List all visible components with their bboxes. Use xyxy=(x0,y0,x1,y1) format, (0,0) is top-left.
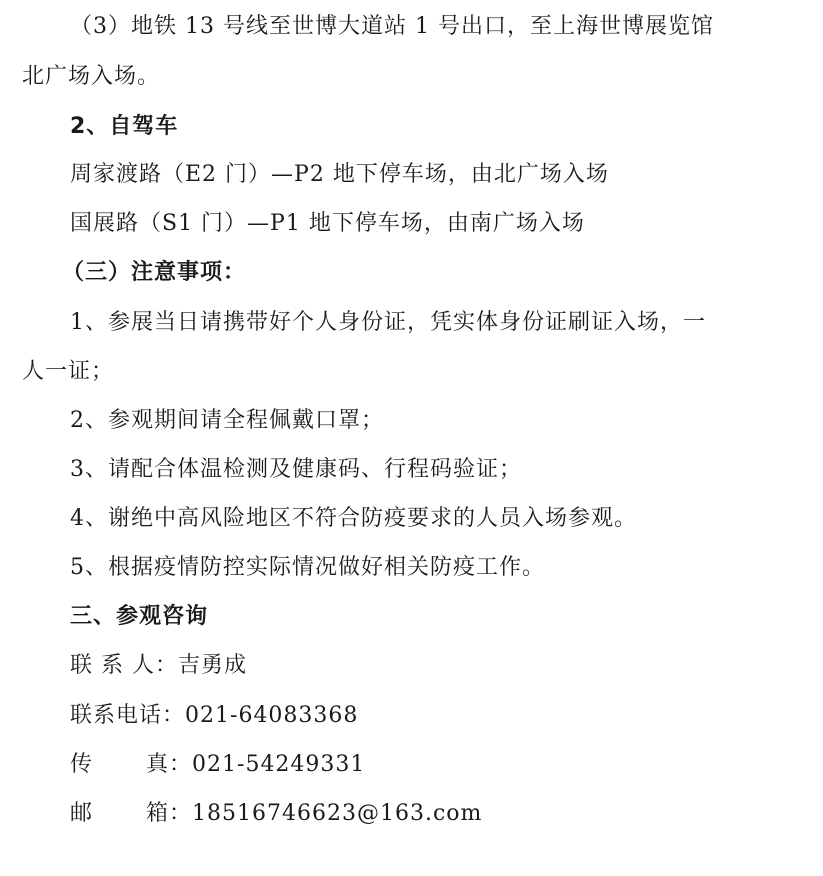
fax-label-first-char: 传 xyxy=(70,752,94,777)
self-drive-heading: 2、自驾车 xyxy=(70,114,179,139)
notes-item-1-line-1: 1、参展当日请携带好个人身份证，凭实体身份证刷证入场，一 xyxy=(70,310,706,335)
contact-person-value: 吉勇成 xyxy=(178,653,248,678)
email-label-second-char: 箱： xyxy=(146,801,193,826)
metro-item-line-1: （3）地铁 13 号线至世博大道站 1 号出口，至上海世博展览馆 xyxy=(70,14,714,39)
notes-item-2: 2、参观期间请全程佩戴口罩； xyxy=(70,408,384,433)
notes-item-5: 5、根据疫情防控实际情况做好相关防疫工作。 xyxy=(70,555,545,580)
email-label-first-char: 邮 xyxy=(70,801,94,826)
fax-value: 021-54249331 xyxy=(192,752,366,777)
notes-item-3: 3、请配合体温检测及健康码、行程码验证； xyxy=(70,457,522,482)
phone-row xyxy=(70,703,358,729)
notes-heading: （三）注意事项： xyxy=(62,260,247,285)
email-row xyxy=(70,801,482,827)
consult-heading: 三、参观咨询 xyxy=(70,604,209,629)
phone-value: 021-64083368 xyxy=(185,703,359,728)
fax-label-second-char: 真： xyxy=(146,752,193,777)
notes-item-4: 4、谢绝中高风险地区不符合防疫要求的人员入场参观。 xyxy=(70,506,637,531)
self-drive-route-2: 国展路（S1 门）—P1 地下停车场，由南广场入场 xyxy=(70,211,585,236)
contact-person-label: 联 系 人： xyxy=(70,653,178,678)
contact-person-row xyxy=(70,653,247,679)
self-drive-route-1: 周家渡路（E2 门）—P2 地下停车场，由北广场入场 xyxy=(70,162,609,187)
fax-row xyxy=(70,752,365,778)
notes-item-1-line-2: 人一证； xyxy=(22,359,115,384)
email-value: 18516746623@163.com xyxy=(192,801,483,826)
phone-label: 联系电话： xyxy=(70,703,186,728)
metro-item-line-2: 北广场入场。 xyxy=(22,64,161,89)
